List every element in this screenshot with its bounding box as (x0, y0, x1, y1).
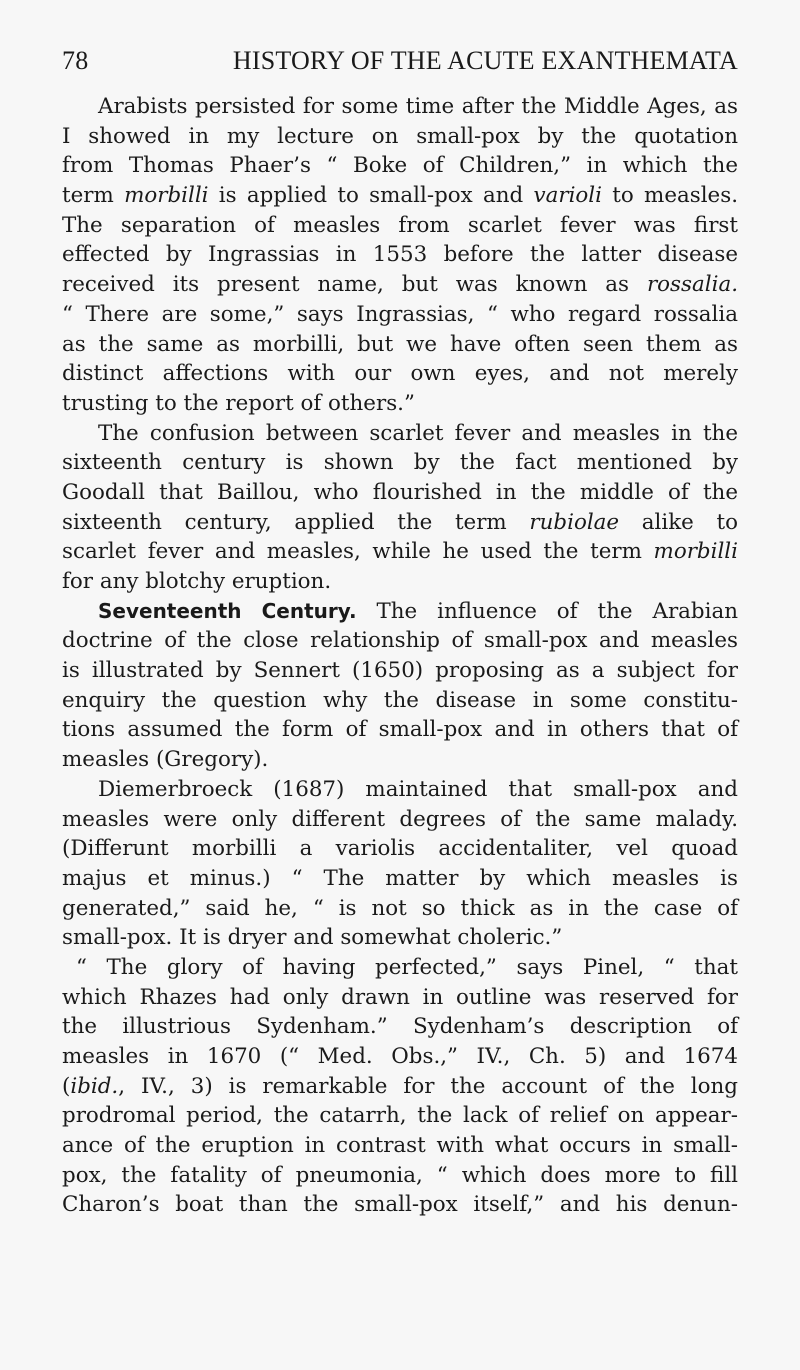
text-line: “ The glory of having perfected,” says Pinel, “ that (76, 954, 738, 980)
text-line: effected by Ingrassias in 1553 before the latter disease (62, 242, 738, 268)
text-line: small-pox. It is dryer and somewhat choleric.” (62, 925, 563, 951)
text-line (62, 597, 738, 627)
italic-term: varioli (533, 183, 602, 209)
italic-term: morbilli (124, 183, 209, 209)
italic-term: ibid. (70, 1073, 119, 1099)
text-line: distinct affections with our own eyes, and not merely (62, 361, 738, 387)
text-line: Charon’s boat than the small-pox itself,” and his denun- (62, 1192, 738, 1218)
body-text (62, 92, 738, 1220)
section-heading: Seventeenth Century. (98, 598, 357, 623)
text-line: tions assumed the form of small-pox and in others that of (62, 717, 738, 743)
text-line: for any blotchy eruption. (62, 569, 332, 594)
text-line: (Differunt morbilli a variolis accidentaliter, vel quoad (62, 836, 738, 862)
text-line: measles (Gregory). (62, 747, 269, 773)
text-line: measles in 1670 (“ Med. Obs.,” IV., Ch. 5) and 1674 (62, 1044, 738, 1069)
text-line: enquiry the question why the disease in some constitu- (62, 687, 738, 713)
text-line: pox, the fatality of pneumonia, “ which does more to fill (62, 1162, 738, 1188)
text-line: doctrine of the close relationship of small-pox and measles (62, 628, 738, 654)
page-number: 78 (62, 46, 89, 75)
text-line: is illustrated by Sennert (1650) proposing as a subject for (62, 658, 738, 684)
text-line: trusting to the report of others.” (62, 390, 415, 416)
page-header (62, 46, 738, 80)
text-fragment: sixteenth century, applied the term (62, 509, 530, 535)
text-line: majus et minus.) “ The matter by which measles is (62, 865, 738, 891)
text-line: prodromal period, the catarrh, the lack of relief on appear- (62, 1103, 738, 1129)
text-line: sixteenth century is shown by the fact mentioned by (62, 450, 738, 476)
text-fragment: received its present name, but was known as (62, 272, 647, 298)
text-line (62, 508, 738, 538)
text-line (62, 181, 738, 211)
text-line: The separation of measles from scarlet fever was first (62, 212, 738, 238)
text-fragment: term (62, 183, 125, 209)
text-line: I showed in my lecture on small-pox by the quotation (62, 123, 738, 149)
text-fragment: is applied to small-pox and (208, 183, 534, 209)
text-fragment: , IV., 3) is remarkable for the account of the long (118, 1073, 738, 1099)
text-fragment: scarlet fever and measles, while he used the term (62, 539, 654, 565)
text-fragment: ( (62, 1073, 71, 1099)
text-fragment: The influence of the Arabian (356, 598, 738, 624)
text-line: ance of the eruption in contrast with what occurs in small- (62, 1133, 738, 1159)
italic-term: rubiolae (529, 509, 620, 535)
text-line: as the same as morbilli, but we have often seen them as (62, 331, 738, 357)
text-line (62, 270, 738, 300)
italic-term: morbilli (653, 539, 738, 565)
running-title: HISTORY OF THE ACUTE EXANTHEMATA (232, 46, 738, 75)
text-line: generated,” said he, “ is not so thick as in the case of (62, 895, 738, 921)
text-line: “ There are some,” says Ingrassias, “ who regard rossalia (62, 301, 738, 327)
text-line: measles were only different degrees of the same malady. (62, 806, 738, 832)
text-line (62, 537, 738, 567)
text-line: Diemerbroeck (1687) maintained that small-pox and (98, 776, 738, 802)
text-line: from Thomas Phaer’s “ Boke of Children,” in which the (62, 153, 738, 179)
text-line: the illustrious Sydenham.” Sydenham’s description of (62, 1014, 738, 1040)
text-fragment: to measles. (601, 183, 738, 209)
text-fragment: alike to (619, 509, 738, 535)
text-line (62, 1072, 738, 1102)
text-line: Goodall that Baillou, who flourished in the middle of the (62, 479, 738, 505)
text-line: The confusion between scarlet fever and measles in the (98, 420, 738, 446)
text-line: Arabists persisted for some time after the Middle Ages, as (98, 94, 738, 119)
italic-term: rossalia. (646, 272, 738, 298)
text-line: which Rhazes had only drawn in outline was reserved for (62, 984, 738, 1010)
